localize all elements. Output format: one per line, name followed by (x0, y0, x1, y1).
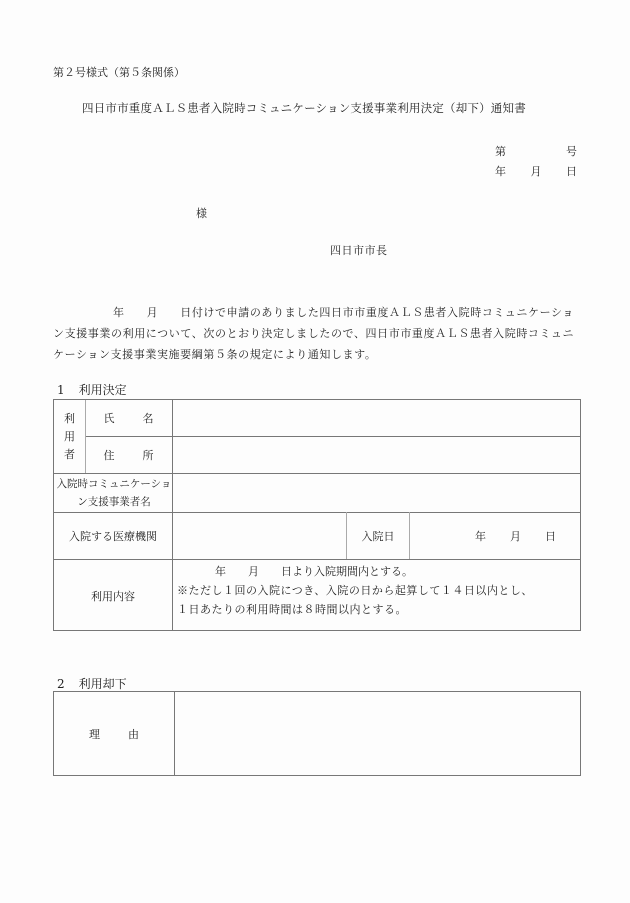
addressee-honorific: 様 (196, 207, 207, 220)
document-title: 四日市市重度ＡＬＳ患者入院時コミュニケーション支援事業利用決定（却下）通知書 (82, 101, 526, 115)
notice-body (53, 302, 583, 365)
doc-date-day: 日 (566, 165, 577, 178)
section2-title: 利用却下 (78, 677, 127, 691)
hospital-label: 入院する医療機関 (69, 530, 157, 543)
usage-month: 月 (248, 565, 259, 578)
usage-period-line (177, 562, 581, 581)
section2-heading (57, 675, 127, 692)
doc-date-month: 月 (530, 165, 542, 178)
reason-label-char: 理 (89, 727, 100, 741)
body-year: 年 (113, 306, 125, 319)
doc-date-year: 年 (495, 165, 506, 178)
usage-period-text: 日より入院期間内とする。 (281, 565, 413, 578)
admission-date-label: 入院日 (361, 530, 395, 543)
section1-heading (57, 381, 127, 398)
address-label-char: 住 (103, 449, 115, 462)
provider-field[interactable] (173, 474, 581, 512)
user-label-char: 用 (64, 429, 75, 443)
admission-day: 日 (545, 530, 556, 543)
decision-table (53, 399, 581, 631)
name-label-char: 氏 (103, 412, 115, 425)
reason-label-char: 由 (128, 727, 139, 741)
provider-label: 入院時コミュニケーション支援事業者名 (56, 478, 172, 508)
rejection-table (53, 691, 581, 776)
form-number: 第２号様式（第５条関係） (53, 66, 185, 79)
address-label (85, 437, 172, 473)
user-label-char: 利 (64, 411, 75, 425)
name-label (85, 400, 172, 436)
usage-label: 利用内容 (91, 589, 135, 603)
address-label-char: 所 (142, 449, 154, 462)
address-field[interactable] (173, 437, 581, 473)
admission-year: 年 (475, 530, 486, 543)
hospital-field[interactable] (173, 513, 346, 559)
doc-number-prefix: 第 (495, 145, 506, 158)
body-text: 日付けで申請のありました四日市市重度ＡＬＳ患者入院時コミュニケーション支援事業の利用について、次のとおり決定しましたので、四日市市重度ＡＬＳ患者入院時コミュニケーション支援事業実施要綱第５条の規定により通知します。 (53, 306, 575, 361)
section1-title: 利用決定 (78, 383, 127, 397)
admission-date-field[interactable] (410, 513, 581, 559)
section2-number: 2 (57, 677, 65, 691)
user-group-label (54, 400, 85, 473)
usage-year: 年 (215, 565, 226, 578)
document-number (495, 143, 577, 159)
doc-number-suffix: 号 (566, 145, 577, 158)
body-month: 月 (146, 306, 159, 319)
reason-field[interactable] (175, 692, 581, 775)
name-field[interactable] (173, 400, 581, 436)
reason-label (54, 692, 174, 775)
document-date (495, 163, 577, 179)
usage-content (173, 560, 581, 631)
name-label-char: 名 (142, 412, 154, 425)
user-label-char: 者 (64, 447, 75, 461)
issuer: 四日市市長 (330, 244, 388, 257)
section1-number: 1 (57, 383, 65, 397)
admission-month: 月 (510, 530, 521, 543)
usage-note: ※ただし１回の入院につき、入院の日から起算して１４日以内とし、１日あたりの利用時間は８時間以内とする。 (177, 584, 533, 616)
